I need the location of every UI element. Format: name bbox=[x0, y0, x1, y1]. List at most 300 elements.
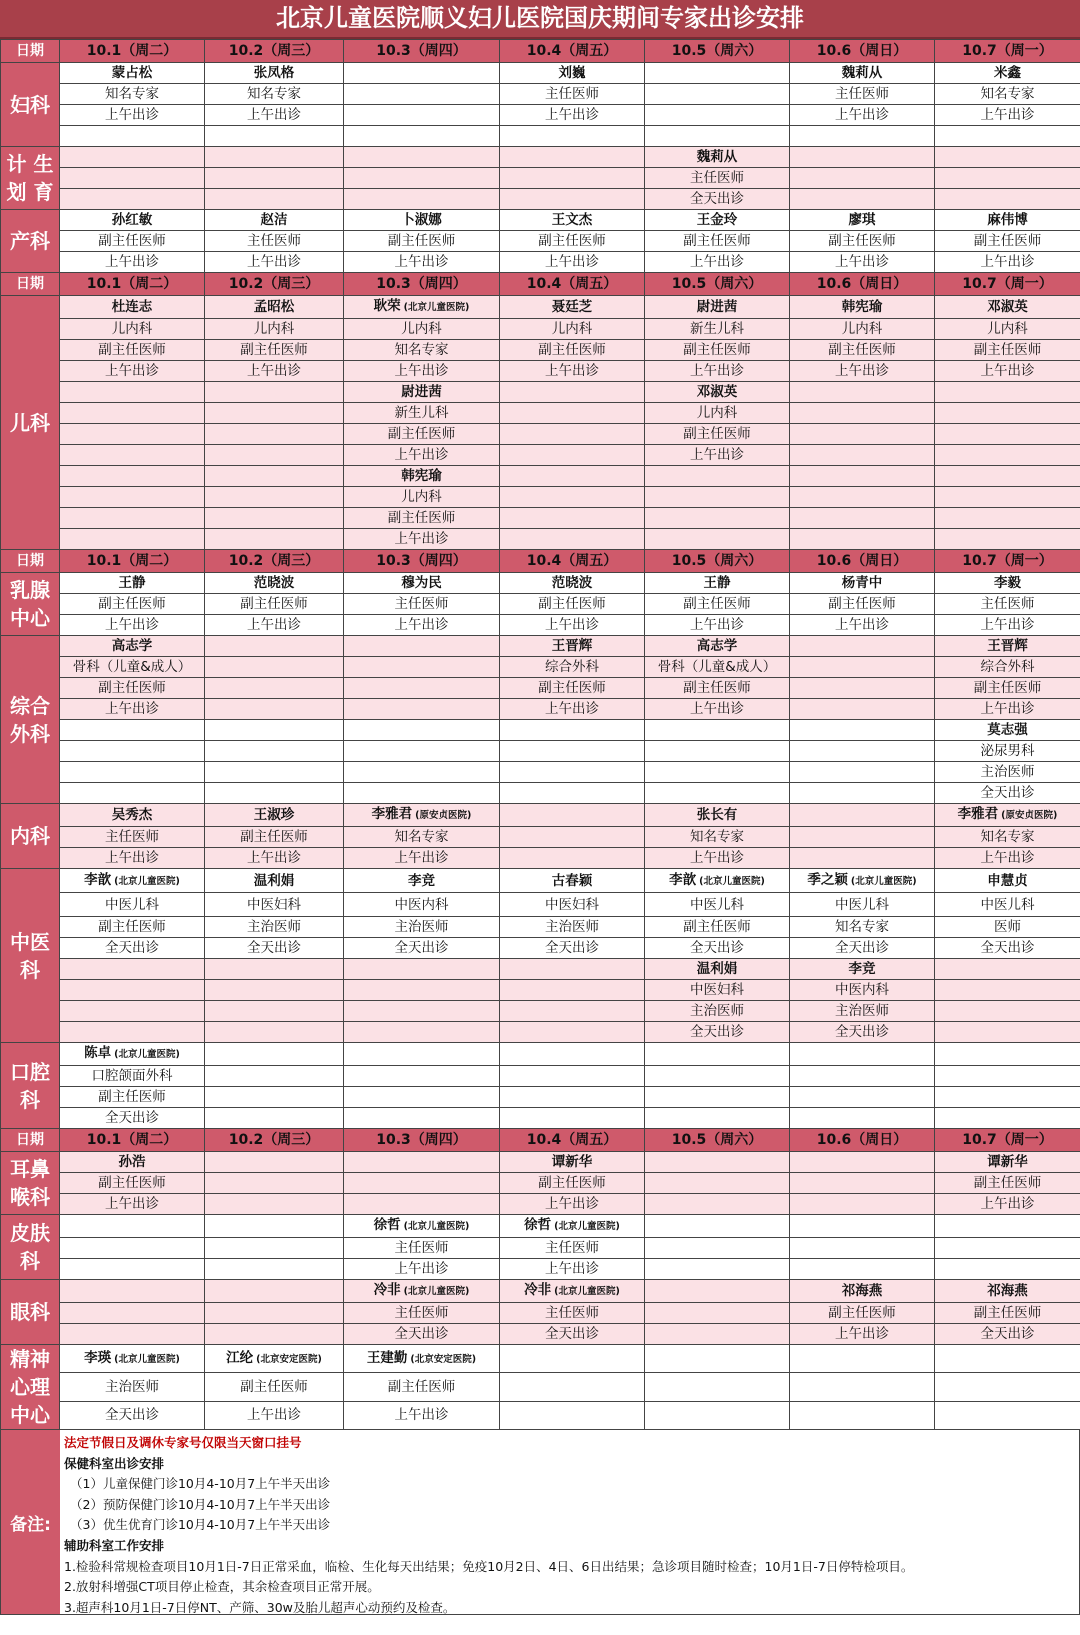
schedule-row bbox=[1, 1152, 1080, 1173]
cell-text: 上午出诊 bbox=[545, 1196, 599, 1212]
schedule-cell bbox=[205, 848, 344, 869]
date-header-cell: 10.5（周六） bbox=[645, 550, 790, 573]
schedule-row bbox=[1, 340, 1080, 361]
doctor-name-cell bbox=[935, 1345, 1080, 1373]
hospital-note: (北京儿童医院) bbox=[850, 875, 917, 887]
schedule-row bbox=[1, 917, 1080, 938]
schedule-cell bbox=[60, 893, 205, 917]
schedule-row bbox=[1, 615, 1080, 636]
schedule-cell bbox=[935, 1001, 1080, 1022]
cell-text: 副主任医师 bbox=[828, 1305, 896, 1321]
schedule-cell bbox=[344, 594, 500, 615]
doctor-name: 杜连志 bbox=[111, 299, 153, 315]
cell-text: 口腔颌面外科 bbox=[91, 1068, 173, 1084]
schedule-cell bbox=[344, 893, 500, 917]
schedule-row bbox=[1, 445, 1080, 466]
schedule-cell bbox=[344, 917, 500, 938]
schedule-cell bbox=[645, 699, 790, 720]
doctor-name-cell bbox=[344, 869, 500, 893]
schedule-cell bbox=[500, 893, 645, 917]
doctor-name-cell bbox=[645, 1043, 790, 1066]
schedule-row bbox=[1, 1022, 1080, 1043]
schedule-cell bbox=[344, 1194, 500, 1215]
schedule-cell bbox=[500, 678, 645, 699]
schedule-cell bbox=[60, 84, 205, 105]
schedule-cell bbox=[645, 529, 790, 550]
schedule-row bbox=[1, 1345, 1080, 1373]
schedule-cell bbox=[344, 168, 500, 189]
doctor-name-cell bbox=[645, 636, 790, 657]
cell-text: 医师 bbox=[994, 919, 1021, 935]
schedule-row bbox=[1, 1043, 1080, 1066]
schedule-row bbox=[1, 126, 1080, 147]
cell-text: 泌尿男科 bbox=[980, 743, 1035, 759]
schedule-cell bbox=[935, 1401, 1080, 1429]
doctor-name-cell bbox=[500, 1043, 645, 1066]
schedule-cell bbox=[344, 361, 500, 382]
schedule-cell bbox=[645, 1108, 790, 1129]
cell-text: 副主任医师 bbox=[683, 680, 751, 696]
cell-text: 全天出诊 bbox=[545, 1326, 599, 1342]
schedule-row bbox=[1, 980, 1080, 1001]
schedule-row bbox=[1, 1238, 1080, 1259]
notes-section bbox=[0, 1430, 1080, 1615]
doctor-name-cell bbox=[60, 1280, 205, 1303]
schedule-row bbox=[1, 487, 1080, 508]
cell-text: 副主任医师 bbox=[387, 426, 456, 442]
cell-text: 新生儿科 bbox=[394, 405, 449, 421]
date-header-cell: 10.5（周六） bbox=[645, 1129, 790, 1152]
dept-yanke: 眼科 bbox=[1, 1280, 60, 1345]
doctor-name: 申慧贞 bbox=[987, 872, 1028, 889]
cell-text: 上午出诊 bbox=[545, 617, 599, 633]
cell-text: 副主任医师 bbox=[98, 1175, 166, 1191]
schedule-cell bbox=[60, 1303, 205, 1324]
cell-text: 副主任医师 bbox=[973, 233, 1042, 249]
cell-text: 上午出诊 bbox=[394, 254, 449, 270]
schedule-cell bbox=[935, 252, 1080, 273]
schedule-cell bbox=[60, 980, 205, 1001]
doctor-name-cell bbox=[205, 382, 344, 403]
schedule-cell bbox=[344, 699, 500, 720]
schedule-cell bbox=[344, 1238, 500, 1259]
schedule-row bbox=[1, 1259, 1080, 1280]
schedule-cell bbox=[205, 529, 344, 550]
cell-text: 上午出诊 bbox=[835, 617, 889, 633]
schedule-cell bbox=[500, 1022, 645, 1043]
doctor-name-cell bbox=[344, 804, 500, 827]
schedule-cell bbox=[645, 487, 790, 508]
date-header-cell: 10.7（周一） bbox=[935, 40, 1080, 63]
schedule-row bbox=[1, 1194, 1080, 1215]
schedule-cell bbox=[205, 1108, 344, 1129]
schedule-cell bbox=[344, 1259, 500, 1280]
hospital-note: (北京儿童医院) bbox=[403, 302, 470, 313]
doctor-name: 祁海燕 bbox=[841, 1283, 883, 1299]
schedule-cell bbox=[500, 445, 645, 466]
schedule-cell bbox=[790, 917, 935, 938]
doctor-name-cell bbox=[205, 573, 344, 594]
hospital-note: (北京儿童医院) bbox=[403, 1221, 470, 1232]
schedule-cell bbox=[645, 84, 790, 105]
schedule-cell bbox=[500, 1303, 645, 1324]
doctor-name: 冷非 bbox=[373, 1282, 401, 1298]
schedule-cell bbox=[935, 917, 1080, 938]
schedule-cell bbox=[500, 168, 645, 189]
doctor-name-cell bbox=[500, 63, 645, 84]
doctor-name-cell bbox=[935, 466, 1080, 487]
doctor-name-cell bbox=[935, 573, 1080, 594]
doctor-name: 王晋辉 bbox=[551, 638, 593, 654]
schedule-cell bbox=[60, 403, 205, 424]
doctor-name-cell bbox=[645, 296, 790, 319]
cell-text: 全天出诊 bbox=[105, 1407, 159, 1424]
schedule-row bbox=[1, 210, 1080, 231]
doctor-name: 张凤格 bbox=[253, 65, 295, 81]
schedule-row bbox=[1, 783, 1080, 804]
schedule-row bbox=[1, 1087, 1080, 1108]
schedule-cell bbox=[500, 340, 645, 361]
cell-text: 副主任医师 bbox=[973, 680, 1042, 696]
cell-text: 上午出诊 bbox=[690, 617, 744, 633]
cell-text: 上午出诊 bbox=[247, 254, 301, 270]
schedule-cell bbox=[790, 783, 935, 804]
doctor-name-cell bbox=[60, 1152, 205, 1173]
schedule-cell bbox=[790, 1401, 935, 1429]
schedule-cell bbox=[645, 741, 790, 762]
schedule-cell bbox=[205, 340, 344, 361]
dept-erke: 儿科 bbox=[1, 296, 60, 550]
schedule-cell bbox=[60, 529, 205, 550]
schedule-cell bbox=[645, 848, 790, 869]
schedule-cell bbox=[935, 126, 1080, 147]
schedule-cell bbox=[645, 1066, 790, 1087]
schedule-cell bbox=[60, 361, 205, 382]
schedule-cell bbox=[935, 1324, 1080, 1345]
cell-text: 全天出诊 bbox=[690, 940, 744, 956]
cell-text: 主任医师 bbox=[247, 233, 301, 249]
schedule-row bbox=[1, 1324, 1080, 1345]
cell-text: 副主任医师 bbox=[240, 829, 308, 845]
cell-text: 副主任医师 bbox=[538, 680, 606, 696]
doctor-name-cell bbox=[790, 382, 935, 403]
schedule-cell bbox=[60, 1401, 205, 1429]
doctor-name: 吴秀杰 bbox=[111, 807, 153, 823]
schedule-cell bbox=[935, 1373, 1080, 1401]
cell-text: 中医妇科 bbox=[690, 982, 744, 998]
doctor-name: 范晓波 bbox=[551, 575, 593, 591]
doctor-name-cell bbox=[935, 869, 1080, 893]
schedule-cell bbox=[500, 917, 645, 938]
schedule-row bbox=[1, 296, 1080, 319]
schedule-cell bbox=[935, 105, 1080, 126]
date-header-cell: 10.3（周四） bbox=[344, 1129, 500, 1152]
schedule-cell bbox=[205, 424, 344, 445]
dept-fuke: 妇科 bbox=[1, 63, 60, 147]
doctor-name: 李歆 bbox=[84, 871, 112, 888]
schedule-row bbox=[1, 382, 1080, 403]
doctor-name: 麻伟博 bbox=[987, 212, 1028, 228]
schedule-cell bbox=[205, 594, 344, 615]
schedule-cell bbox=[60, 189, 205, 210]
date-header-cell: 10.2（周三） bbox=[205, 40, 344, 63]
doctor-name-cell bbox=[645, 1152, 790, 1173]
schedule-cell bbox=[645, 361, 790, 382]
doctor-name-cell bbox=[205, 1280, 344, 1303]
doctor-name-cell bbox=[500, 720, 645, 741]
dept-erbi: 耳鼻喉科 bbox=[1, 1152, 60, 1215]
cell-text: 全天出诊 bbox=[980, 940, 1035, 956]
doctor-name: 尉进茜 bbox=[696, 299, 738, 315]
cell-text: 上午出诊 bbox=[690, 701, 744, 717]
doctor-name-cell bbox=[205, 466, 344, 487]
schedule-cell bbox=[645, 168, 790, 189]
cell-text: 副主任医师 bbox=[683, 426, 751, 442]
cell-text: 上午出诊 bbox=[394, 363, 449, 379]
schedule-cell bbox=[344, 1001, 500, 1022]
cell-text: 上午出诊 bbox=[690, 447, 744, 463]
doctor-name-cell bbox=[790, 63, 935, 84]
schedule-cell bbox=[344, 340, 500, 361]
schedule-cell bbox=[500, 848, 645, 869]
cell-text: 副主任医师 bbox=[828, 233, 896, 249]
schedule-cell bbox=[935, 84, 1080, 105]
doctor-name-cell bbox=[344, 63, 500, 84]
doctor-name-cell bbox=[60, 1043, 205, 1066]
schedule-cell bbox=[60, 1324, 205, 1345]
schedule-cell bbox=[645, 1238, 790, 1259]
doctor-name: 卜淑娜 bbox=[401, 212, 442, 228]
cell-text: 全天出诊 bbox=[105, 1110, 159, 1126]
schedule-cell bbox=[500, 615, 645, 636]
schedule-cell bbox=[205, 1303, 344, 1324]
cell-text: 上午出诊 bbox=[105, 701, 159, 717]
doctor-name: 莫志强 bbox=[987, 722, 1028, 738]
cell-text: 上午出诊 bbox=[394, 850, 449, 866]
hospital-note: (北京儿童医院) bbox=[114, 1049, 180, 1060]
doctor-name-cell bbox=[935, 636, 1080, 657]
cell-text: 全天出诊 bbox=[835, 1024, 889, 1040]
doctor-name: 米鑫 bbox=[994, 65, 1021, 81]
schedule-row bbox=[1, 1108, 1080, 1129]
doctor-name-cell bbox=[60, 210, 205, 231]
cell-text: 全天出诊 bbox=[980, 785, 1035, 801]
cell-text: 副主任医师 bbox=[98, 233, 166, 249]
hospital-note: (北京儿童医院) bbox=[114, 1353, 180, 1365]
schedule-cell bbox=[60, 1173, 205, 1194]
date-label: 日期 bbox=[1, 550, 60, 573]
schedule-cell bbox=[205, 1373, 344, 1401]
schedule-cell bbox=[790, 1324, 935, 1345]
doctor-name: 谭新华 bbox=[987, 1154, 1028, 1170]
doctor-name-cell bbox=[60, 959, 205, 980]
cell-text: 上午出诊 bbox=[394, 1261, 449, 1277]
schedule-cell bbox=[790, 231, 935, 252]
schedule-cell bbox=[344, 1173, 500, 1194]
schedule-cell bbox=[935, 1087, 1080, 1108]
schedule-cell bbox=[344, 741, 500, 762]
schedule-cell bbox=[500, 84, 645, 105]
doctor-name-cell bbox=[645, 804, 790, 827]
schedule-cell bbox=[60, 1022, 205, 1043]
doctor-name-cell bbox=[645, 869, 790, 893]
date-header-row bbox=[1, 550, 1080, 573]
hospital-note: (北京儿童医院) bbox=[554, 1221, 620, 1232]
doctor-name-cell bbox=[645, 1345, 790, 1373]
cell-text: 上午出诊 bbox=[690, 850, 744, 866]
cell-text: 主治医师 bbox=[545, 919, 599, 935]
cell-text: 中医内科 bbox=[394, 896, 449, 913]
schedule-cell bbox=[60, 126, 205, 147]
cell-text: 主任医师 bbox=[690, 170, 744, 186]
schedule-cell bbox=[60, 1194, 205, 1215]
schedule-row bbox=[1, 105, 1080, 126]
doctor-name: 范晓波 bbox=[253, 575, 295, 591]
cell-text: 知名专家 bbox=[247, 86, 301, 102]
schedule-cell bbox=[790, 252, 935, 273]
cell-text: 主治医师 bbox=[394, 919, 449, 935]
schedule-cell bbox=[205, 1173, 344, 1194]
doctor-name-cell bbox=[205, 959, 344, 980]
schedule-cell bbox=[500, 783, 645, 804]
date-header-cell: 10.6（周日） bbox=[790, 1129, 935, 1152]
schedule-cell bbox=[60, 783, 205, 804]
doctor-name-cell bbox=[935, 1043, 1080, 1066]
schedule-cell bbox=[205, 917, 344, 938]
schedule-cell bbox=[935, 1303, 1080, 1324]
cell-text: 主任医师 bbox=[835, 86, 889, 102]
date-header-cell: 10.6（周日） bbox=[790, 273, 935, 296]
schedule-cell bbox=[205, 1324, 344, 1345]
date-header-cell: 10.3（周四） bbox=[344, 40, 500, 63]
schedule-row bbox=[1, 699, 1080, 720]
doctor-name-cell bbox=[645, 63, 790, 84]
doctor-name: 杨青中 bbox=[841, 575, 883, 591]
cell-text: 上午出诊 bbox=[835, 363, 889, 379]
schedule-cell bbox=[500, 594, 645, 615]
schedule-cell bbox=[645, 678, 790, 699]
cell-text: 知名专家 bbox=[980, 829, 1035, 845]
doctor-name-cell bbox=[344, 573, 500, 594]
notes-heading-health: 保健科室出诊安排 bbox=[64, 1455, 165, 1471]
doctor-name-cell bbox=[790, 1215, 935, 1238]
schedule-cell bbox=[205, 508, 344, 529]
schedule-cell bbox=[645, 424, 790, 445]
cell-text: 中医儿科 bbox=[980, 896, 1035, 913]
schedule-cell bbox=[344, 980, 500, 1001]
cell-text: 上午出诊 bbox=[545, 1261, 599, 1277]
schedule-cell bbox=[935, 189, 1080, 210]
doctor-name-cell bbox=[790, 466, 935, 487]
schedule-row bbox=[1, 762, 1080, 783]
schedule-cell bbox=[500, 319, 645, 340]
doctor-name-cell bbox=[645, 959, 790, 980]
schedule-cell bbox=[205, 168, 344, 189]
schedule-cell bbox=[500, 231, 645, 252]
doctor-name: 李雅君 bbox=[371, 806, 413, 822]
schedule-cell bbox=[790, 594, 935, 615]
cell-text: 儿内科 bbox=[401, 321, 442, 337]
doctor-name-cell bbox=[935, 382, 1080, 403]
schedule-cell bbox=[790, 361, 935, 382]
dept-chanke: 产科 bbox=[1, 210, 60, 273]
cell-text: 中医儿科 bbox=[835, 896, 889, 913]
schedule-cell bbox=[205, 1087, 344, 1108]
schedule-cell bbox=[500, 1108, 645, 1129]
doctor-name-cell bbox=[935, 959, 1080, 980]
schedule-cell bbox=[790, 762, 935, 783]
cell-text: 主任医师 bbox=[545, 86, 599, 102]
cell-text: 副主任医师 bbox=[98, 342, 166, 358]
doctor-name-cell bbox=[500, 636, 645, 657]
schedule-cell bbox=[790, 1194, 935, 1215]
cell-text: 副主任医师 bbox=[240, 596, 308, 612]
date-header-row bbox=[1, 40, 1080, 63]
doctor-name: 李瑛 bbox=[84, 1349, 112, 1366]
schedule-cell bbox=[60, 252, 205, 273]
doctor-name-cell bbox=[935, 1152, 1080, 1173]
date-header-cell: 10.2（周三） bbox=[205, 1129, 344, 1152]
schedule-cell bbox=[645, 252, 790, 273]
schedule-cell bbox=[935, 168, 1080, 189]
schedule-cell bbox=[645, 1259, 790, 1280]
cell-text: 上午出诊 bbox=[247, 363, 301, 379]
schedule-cell bbox=[645, 126, 790, 147]
doctor-name-cell bbox=[344, 720, 500, 741]
doctor-name-cell bbox=[645, 1215, 790, 1238]
doctor-name: 尉进茜 bbox=[401, 384, 442, 400]
schedule-cell bbox=[935, 848, 1080, 869]
cell-text: 上午出诊 bbox=[247, 1407, 301, 1424]
schedule-cell bbox=[60, 678, 205, 699]
schedule-cell bbox=[60, 508, 205, 529]
schedule-cell bbox=[790, 403, 935, 424]
schedule-cell bbox=[645, 231, 790, 252]
doctor-name: 李竞 bbox=[848, 961, 876, 977]
cell-text: 上午出诊 bbox=[545, 107, 599, 123]
cell-text: 上午出诊 bbox=[980, 617, 1035, 633]
schedule-row bbox=[1, 231, 1080, 252]
schedule-cell bbox=[790, 699, 935, 720]
schedule-row bbox=[1, 848, 1080, 869]
schedule-cell bbox=[790, 340, 935, 361]
schedule-cell bbox=[60, 699, 205, 720]
schedule-cell bbox=[790, 1001, 935, 1022]
hospital-note: (北京儿童医院) bbox=[114, 875, 180, 887]
cell-text: 上午出诊 bbox=[980, 363, 1035, 379]
notes-label: 备注: bbox=[1, 1430, 60, 1614]
schedule-cell bbox=[205, 403, 344, 424]
schedule-cell bbox=[790, 445, 935, 466]
doctor-name: 刘巍 bbox=[558, 65, 586, 81]
schedule-cell bbox=[790, 1259, 935, 1280]
doctor-name: 高志学 bbox=[111, 638, 153, 654]
schedule-cell bbox=[60, 1066, 205, 1087]
schedule-cell bbox=[500, 938, 645, 959]
schedule-cell bbox=[645, 1022, 790, 1043]
date-header-cell: 10.4（周五） bbox=[500, 273, 645, 296]
cell-text: 上午出诊 bbox=[105, 107, 159, 123]
schedule-cell bbox=[500, 827, 645, 848]
cell-text: 全天出诊 bbox=[545, 940, 599, 956]
cell-text: 主治医师 bbox=[690, 1003, 744, 1019]
cell-text: 上午出诊 bbox=[394, 531, 449, 547]
cell-text: 主任医师 bbox=[105, 829, 159, 845]
doctor-name-cell bbox=[205, 210, 344, 231]
dept-jihua: 计 生 划 育 bbox=[1, 147, 60, 210]
doctor-name-cell bbox=[60, 869, 205, 893]
doctor-name: 李竞 bbox=[408, 872, 435, 889]
